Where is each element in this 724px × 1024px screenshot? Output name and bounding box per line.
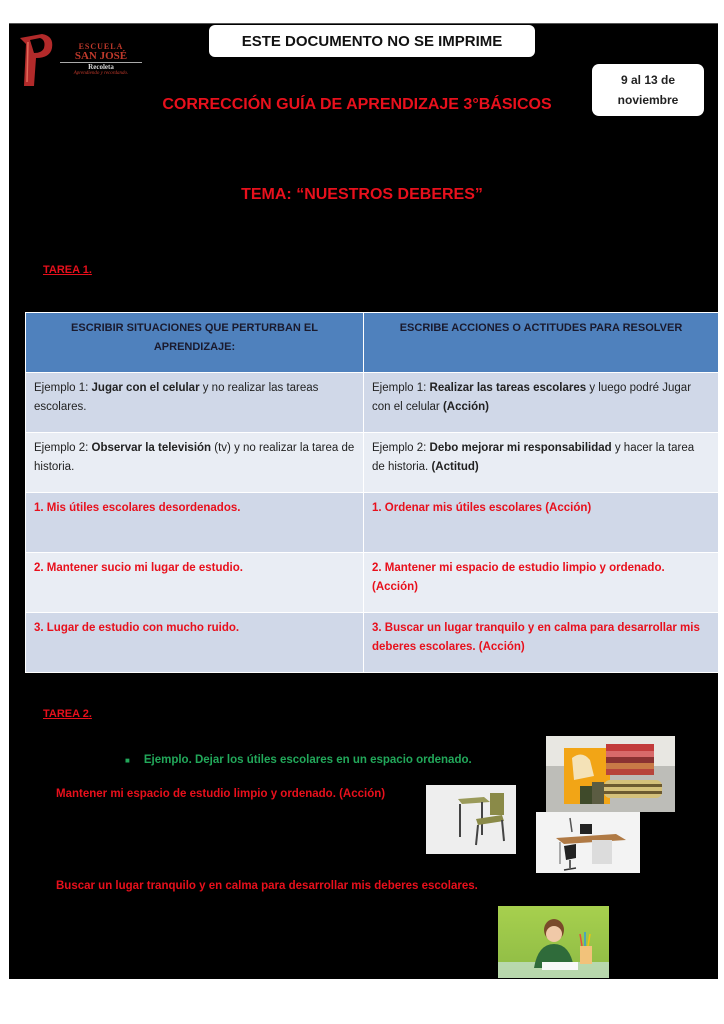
task-2-suffix: . xyxy=(88,708,92,720)
example-bullet xyxy=(125,754,472,766)
table-cell-situation: 2. Mantener sucio mi lugar de estudio. xyxy=(26,553,364,613)
column-header-actions: ESCRIBE ACCIONES O ACTITUDES PARA RESOLVER xyxy=(364,313,719,373)
cell-text: y luego podré Jugar con el celular xyxy=(372,382,692,413)
table-row xyxy=(26,493,719,553)
table-cell-action: 3. Buscar un lugar tranquilo y en calma para desarrollar mis deberes escolares. (Acción) xyxy=(364,613,719,673)
cell-text: Ejemplo 2: xyxy=(372,442,430,454)
table-cell-action xyxy=(364,373,719,433)
logo-line-2: SAN JOSÉ xyxy=(60,51,142,63)
cell-text: Ejemplo 1: xyxy=(372,382,430,394)
task-2-heading xyxy=(43,708,92,720)
logo-line-3: Recoleta xyxy=(88,63,114,71)
logo-line-1: ESCUELA xyxy=(78,42,124,51)
school-logo-emblem-icon xyxy=(16,32,56,88)
cell-tag: (Actitud) xyxy=(431,461,479,473)
school-logo xyxy=(16,32,141,88)
date-line-1: 9 al 13 de xyxy=(620,73,676,87)
school-desk-photo xyxy=(426,785,516,854)
cell-bold-text: Realizar las tareas escolares xyxy=(429,382,587,394)
column-header-situations: ESCRIBIR SITUACIONES QUE PERTURBAN EL APRENDIZAJE: xyxy=(26,313,364,373)
table-cell-situation: 3. Lugar de estudio con mucho ruido. xyxy=(26,613,364,673)
cell-bold-text: Debo mejorar mi responsabilidad xyxy=(429,442,612,454)
cell-text: y hacer la tarea de historia. xyxy=(372,442,695,473)
cell-text: y no realizar las tareas escolares. xyxy=(34,382,319,413)
table-cell-situation: 1. Mis útiles escolares desordenados. xyxy=(26,493,364,553)
table-cell-situation xyxy=(26,373,364,433)
task-2-label: TAREA 2 xyxy=(43,708,89,720)
cell-text: (tv) y no realizar la tarea de historia. xyxy=(34,442,355,473)
cell-bold-text: Jugar con el celular xyxy=(91,382,200,394)
table-cell-action: 2. Mantener mi espacio de estudio limpio y ordenado. (Acción) xyxy=(364,553,719,613)
topic-heading: TEMA: “NUESTROS DEBERES” xyxy=(241,186,483,203)
table-cell-action xyxy=(364,433,719,493)
task-1-heading xyxy=(43,264,92,276)
cell-text: Ejemplo 2: xyxy=(34,442,92,454)
page-title-text: CORRECCIÓN GUÍA DE APRENDIZAJE 3°BÁSICOS xyxy=(162,96,552,113)
cell-tag: (Acción) xyxy=(442,401,489,413)
answer-clean-space: Mantener mi espacio de estudio limpio y ordenado. (Acción) xyxy=(56,788,386,800)
cell-text: Ejemplo 1: xyxy=(34,382,92,394)
task-1-label: TAREA 1 xyxy=(43,264,89,276)
task-1-table xyxy=(25,312,719,673)
school-supplies-photo xyxy=(546,736,675,812)
table-cell-action: 1. Ordenar mis útiles escolares (Acción) xyxy=(364,493,719,553)
example-text: Ejemplo. Dejar los útiles escolares en un espacio ordenado. xyxy=(143,754,472,766)
table-row xyxy=(26,553,719,613)
no-print-banner: ESTE DOCUMENTO NO SE IMPRIME xyxy=(209,25,535,57)
task-1-suffix: . xyxy=(88,264,92,276)
child-studying-photo xyxy=(498,906,609,978)
table-row xyxy=(26,373,719,433)
cell-bold-text: Observar la televisión xyxy=(91,442,212,454)
table-row xyxy=(26,613,719,673)
date-line-2: noviembre xyxy=(617,93,679,107)
bullet-icon: ■ xyxy=(125,755,130,765)
answer-quiet-place: Buscar un lugar tranquilo y en calma para desarrollar mis deberes escolares. xyxy=(56,880,478,892)
logo-line-4: Aprendiendo y recordando. xyxy=(73,71,129,76)
table-cell-situation xyxy=(26,433,364,493)
page-title xyxy=(0,96,724,114)
table-row xyxy=(26,433,719,493)
office-desk-photo xyxy=(536,812,640,873)
